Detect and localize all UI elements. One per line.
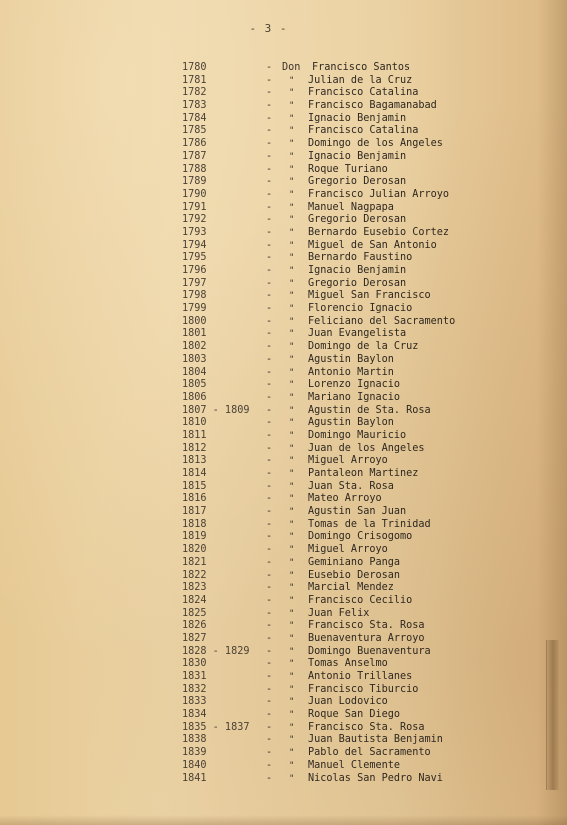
entry-year: 1781 [182,74,207,86]
entry-ditto: " [289,659,295,670]
entry-ditto: " [289,532,295,543]
entry-year: 1838 [182,734,207,746]
entry-name: Francisco Julian Arroyo [308,188,450,200]
list-item [0,303,520,316]
entry-dash: - [266,429,273,441]
entry-year: 1828 - 1829 [182,645,250,657]
entry-ditto: " [289,456,295,467]
entry-ditto: " [289,139,295,150]
entry-name: Francisco Bagamanabad [308,100,437,112]
entry-year: 1812 [182,442,207,454]
entry-name: Gregorio Derosan [308,176,407,188]
entry-year: 1807 - 1809 [182,404,250,416]
list-item [0,734,520,747]
list-item [0,443,520,456]
entry-name: Juan Lodovico [308,696,388,708]
entry-ditto: " [289,469,295,479]
entry-year: 1797 [182,277,207,289]
entry-dash: - [266,506,273,518]
list-item [0,290,520,303]
entry-ditto: " [289,316,295,327]
entry-dash: - [266,569,273,581]
entry-name: Manuel Clemente [308,759,401,771]
entry-name: Buenaventura Arroyo [308,632,425,644]
entry-name: Francisco Santos [312,62,411,73]
entry-name: Juan Felix [308,607,370,619]
entry-name: Roque San Diego [308,709,401,721]
entry-dash: - [266,544,273,556]
entry-dash: - [266,303,273,315]
entry-dash: - [266,163,273,175]
entry-year: 1802 [182,341,207,353]
list-item [0,176,520,189]
entry-name: Agustin Baylon [308,353,394,365]
entry-ditto: " [289,342,295,353]
list-item [0,722,520,735]
entry-year: 1823 [182,582,207,594]
entry-ditto: " [289,760,295,771]
entry-ditto: " [289,215,295,226]
list-item [0,189,520,202]
entry-dash: - [266,556,273,568]
entry-year: 1782 [182,87,207,99]
entry-ditto: " [289,519,295,530]
entry-name: Antonio Martin [308,366,394,378]
entry-name: Juan Evangelista [308,328,407,340]
entry-name: Mateo Arroyo [308,493,382,505]
entry-ditto: " [289,304,295,315]
entry-ditto: " [289,773,295,784]
entry-ditto: Don [282,62,301,73]
entry-dash: - [266,290,273,302]
entry-year: 1800 [182,315,207,327]
entry-dash: - [266,188,273,200]
entry-year: 1810 [182,417,207,429]
entry-dash: - [266,442,273,454]
list-item [0,582,520,595]
list-item [0,125,520,138]
entry-dash: - [266,671,273,682]
list-item [0,202,520,215]
list-item [0,658,520,671]
entry-year: 1816 [182,493,207,505]
entry-name: Juan de los Angeles [308,442,425,454]
entry-year: 1822 [182,569,207,581]
entry-ditto: " [289,88,295,99]
entry-dash: - [266,759,273,771]
entry-year: 1833 [182,696,207,708]
list-item [0,633,520,646]
list-item [0,646,520,659]
entry-dash: - [266,226,273,238]
entry-year: 1824 [182,594,207,606]
entry-ditto: " [289,240,295,251]
entry-year: 1794 [182,239,207,251]
entry-dash: - [266,480,273,492]
list-item [0,164,520,177]
list-item [0,709,520,722]
entry-year: 1815 [182,480,207,492]
entry-year: 1801 [182,328,207,340]
entry-name: Francisco Cecilio [308,594,413,606]
entry-ditto: " [289,101,295,112]
entry-dash: - [266,391,273,403]
entry-year: 1787 [182,150,207,162]
entry-ditto: " [289,557,295,568]
entry-year: 1804 [182,366,207,378]
list-item [0,519,520,532]
entry-name: Roque Turiano [308,163,388,175]
entry-ditto: " [289,380,295,391]
list-item [0,354,520,367]
entry-dash: - [266,518,273,530]
entry-ditto: " [289,633,295,644]
entry-name: Feliciano del Sacramento [308,315,456,327]
page-bottom-edge [0,815,567,825]
entry-ditto: " [289,621,295,632]
entry-name: Marcial Mendez [308,582,394,594]
list-item [0,138,520,151]
entry-dash: - [266,138,273,150]
entry-dash: - [266,721,273,733]
entry-ditto: " [289,735,295,746]
entry-name: Nicolas San Pedro Navi [308,772,443,784]
entry-dash: - [266,709,273,721]
entry-name: Manuel Nagpapa [308,201,394,213]
list-item [0,773,520,786]
list-item [0,455,520,468]
entry-year: 1803 [182,353,207,365]
list-item [0,265,520,278]
entry-name: Miguel de San Antonio [308,239,437,251]
entry-ditto: " [289,189,295,200]
entry-ditto: " [289,253,295,264]
entry-name: Miguel Arroyo [308,455,388,467]
entry-name: Bernardo Eusebio Cortez [308,226,450,238]
entry-year: 1820 [182,544,207,556]
entry-name: Lorenzo Ignacio [308,379,401,391]
entry-year: 1805 [182,379,207,391]
entry-dash: - [266,582,273,594]
entry-year: 1814 [182,468,207,479]
entry-dash: - [266,74,273,86]
entry-ditto: " [289,126,295,137]
entry-year: 1796 [182,265,207,276]
list-item [0,531,520,544]
list-item [0,620,520,633]
entry-year: 1792 [182,214,207,226]
entry-name: Julian de la Cruz [308,74,413,86]
entry-name: Domingo Mauricio [308,429,407,441]
entry-year: 1840 [182,759,207,771]
entry-year: 1786 [182,138,207,150]
entry-ditto: " [289,494,295,505]
entry-dash: - [266,176,273,188]
list-item [0,544,520,557]
list-item [0,227,520,240]
list-item [0,62,520,75]
entry-dash: - [266,531,273,543]
entry-ditto: " [289,570,295,581]
entry-name: Domingo de los Angeles [308,138,443,150]
entry-ditto: " [289,329,295,340]
list-item [0,417,520,430]
entry-dash: - [266,112,273,124]
entry-dash: - [266,341,273,353]
entry-ditto: " [289,164,295,175]
entry-name: Ignacio Benjamin [308,265,407,276]
entry-name: Tomas de la Trinidad [308,518,431,530]
list-item [0,493,520,506]
entry-year: 1830 [182,658,207,670]
entry-name: Florencio Ignacio [308,303,413,315]
entry-year: 1788 [182,163,207,175]
entry-dash: - [266,658,273,670]
list-item [0,506,520,519]
entry-dash: - [266,353,273,365]
entry-year: 1841 [182,772,207,784]
entry-year: 1790 [182,188,207,200]
entry-name: Pablo del Sacramento [308,747,431,759]
entry-name: Agustin San Juan [308,506,407,518]
list-item [0,595,520,608]
entry-ditto: " [289,545,295,556]
entry-ditto: " [289,684,295,695]
entry-dash: - [266,379,273,391]
entry-dash: - [266,265,273,276]
list-item [0,100,520,113]
entry-name: Gregorio Derosan [308,214,407,226]
entry-name: Pantaleon Martinez [308,468,419,479]
entry-year: 1832 [182,683,207,695]
entry-ditto: " [289,646,295,657]
entry-name: Francisco Sta. Rosa [308,721,425,733]
entry-ditto: " [289,354,295,365]
entry-dash: - [266,404,273,416]
entry-year: 1799 [182,303,207,315]
entry-year: 1839 [182,747,207,759]
entry-name: Francisco Sta. Rosa [308,620,425,632]
entry-ditto: " [289,113,295,124]
entry-ditto: " [289,75,295,86]
entry-dash: - [266,747,273,759]
entry-ditto: " [289,595,295,606]
entry-year: 1827 [182,632,207,644]
entry-year: 1780 [182,62,207,73]
list-item [0,468,520,481]
entry-ditto: " [289,672,295,682]
entry-dash: - [266,683,273,695]
entry-ditto: " [289,583,295,594]
entry-year: 1795 [182,252,207,264]
list-item [0,367,520,380]
entry-name: Agustin de Sta. Rosa [308,404,431,416]
entry-name: Geminiano Panga [308,556,401,568]
entry-dash: - [266,366,273,378]
entry-year: 1806 [182,391,207,403]
entry-year: 1783 [182,100,207,112]
entry-year: 1785 [182,125,207,137]
entry-year: 1811 [182,429,207,441]
entry-dash: - [266,150,273,162]
entry-year: 1821 [182,556,207,568]
list-item [0,760,520,773]
entry-list [0,62,520,785]
entry-dash: - [266,594,273,606]
entry-year: 1818 [182,518,207,530]
list-item [0,278,520,291]
list-item [0,671,520,684]
entry-ditto: " [289,418,295,429]
entry-name: Agustin Baylon [308,417,394,429]
list-item [0,87,520,100]
entry-name: Francisco Tiburcio [308,683,419,695]
entry-ditto: " [289,291,295,302]
entry-dash: - [266,328,273,340]
entry-name: Juan Sta. Rosa [308,480,394,492]
entry-name: Antonio Trillanes [308,671,413,682]
entry-name: Juan Bautista Benjamin [308,734,443,746]
entry-ditto: " [289,151,295,162]
entry-dash: - [266,417,273,429]
list-item [0,75,520,88]
entry-ditto: " [289,392,295,403]
list-item [0,570,520,583]
entry-dash: - [266,252,273,264]
entry-dash: - [266,455,273,467]
entry-name: Eusebio Derosan [308,569,401,581]
list-item [0,341,520,354]
entry-ditto: " [289,481,295,492]
list-item [0,696,520,709]
entry-name: Tomas Anselmo [308,658,388,670]
entry-name: Domingo Crisogomo [308,531,413,543]
list-item [0,481,520,494]
entry-dash: - [266,696,273,708]
entry-dash: - [266,772,273,784]
entry-name: Gregorio Derosan [308,277,407,289]
list-item [0,379,520,392]
list-item [0,328,520,341]
entry-dash: - [266,201,273,213]
entry-year: 1798 [182,290,207,302]
entry-ditto: " [289,710,295,721]
entry-ditto: " [289,367,295,378]
entry-year: 1791 [182,201,207,213]
entry-dash: - [266,214,273,226]
entry-year: 1831 [182,671,207,682]
entry-dash: - [266,632,273,644]
entry-ditto: " [289,405,295,416]
entry-year: 1789 [182,176,207,188]
entry-dash: - [266,239,273,251]
entry-ditto: " [289,227,295,238]
entry-dash: - [266,468,273,479]
list-item [0,151,520,164]
entry-ditto: " [289,697,295,708]
entry-year: 1817 [182,506,207,518]
entry-dash: - [266,620,273,632]
entry-year: 1826 [182,620,207,632]
entry-dash: - [266,277,273,289]
list-item [0,316,520,329]
entry-year: 1784 [182,112,207,124]
entry-dash: - [266,87,273,99]
list-item [0,747,520,760]
list-item [0,252,520,265]
entry-ditto: " [289,266,295,276]
entry-dash: - [266,645,273,657]
entry-dash: - [266,125,273,137]
entry-year: 1835 - 1837 [182,721,250,733]
entry-ditto: " [289,202,295,213]
entry-name: Ignacio Benjamin [308,112,407,124]
list-item [0,113,520,126]
entry-name: Francisco Catalina [308,125,419,137]
entry-name: Mariano Ignacio [308,391,401,403]
list-item [0,405,520,418]
entry-name: Francisco Catalina [308,87,419,99]
entry-dash: - [266,315,273,327]
list-item [0,557,520,570]
list-item [0,684,520,697]
entry-year: 1834 [182,709,207,721]
list-item [0,240,520,253]
entry-name: Domingo Buenaventura [308,645,431,657]
entry-ditto: " [289,443,295,454]
entry-ditto: " [289,722,295,733]
entry-name: Miguel San Francisco [308,290,431,302]
entry-name: Bernardo Faustino [308,252,413,264]
entry-name: Ignacio Benjamin [308,150,407,162]
entry-dash: - [266,607,273,619]
entry-year: 1825 [182,607,207,619]
entry-ditto: " [289,278,295,289]
paper-fold-mark [546,640,559,790]
list-item [0,392,520,405]
entry-name: Domingo de la Cruz [308,341,419,353]
entry-dash: - [266,734,273,746]
entry-year: 1819 [182,531,207,543]
entry-year: 1813 [182,455,207,467]
entry-year: 1793 [182,226,207,238]
entry-ditto: " [289,430,295,441]
page-number: - 3 - [249,22,288,35]
entry-ditto: " [289,608,295,619]
entry-dash: - [266,100,273,112]
list-item [0,214,520,227]
entry-name: Miguel Arroyo [308,544,388,556]
entry-dash: - [266,62,273,73]
list-item [0,608,520,621]
list-item [0,430,520,443]
entry-ditto: " [289,748,295,759]
entry-ditto: " [289,507,295,518]
entry-dash: - [266,493,273,505]
entry-ditto: " [289,177,295,188]
